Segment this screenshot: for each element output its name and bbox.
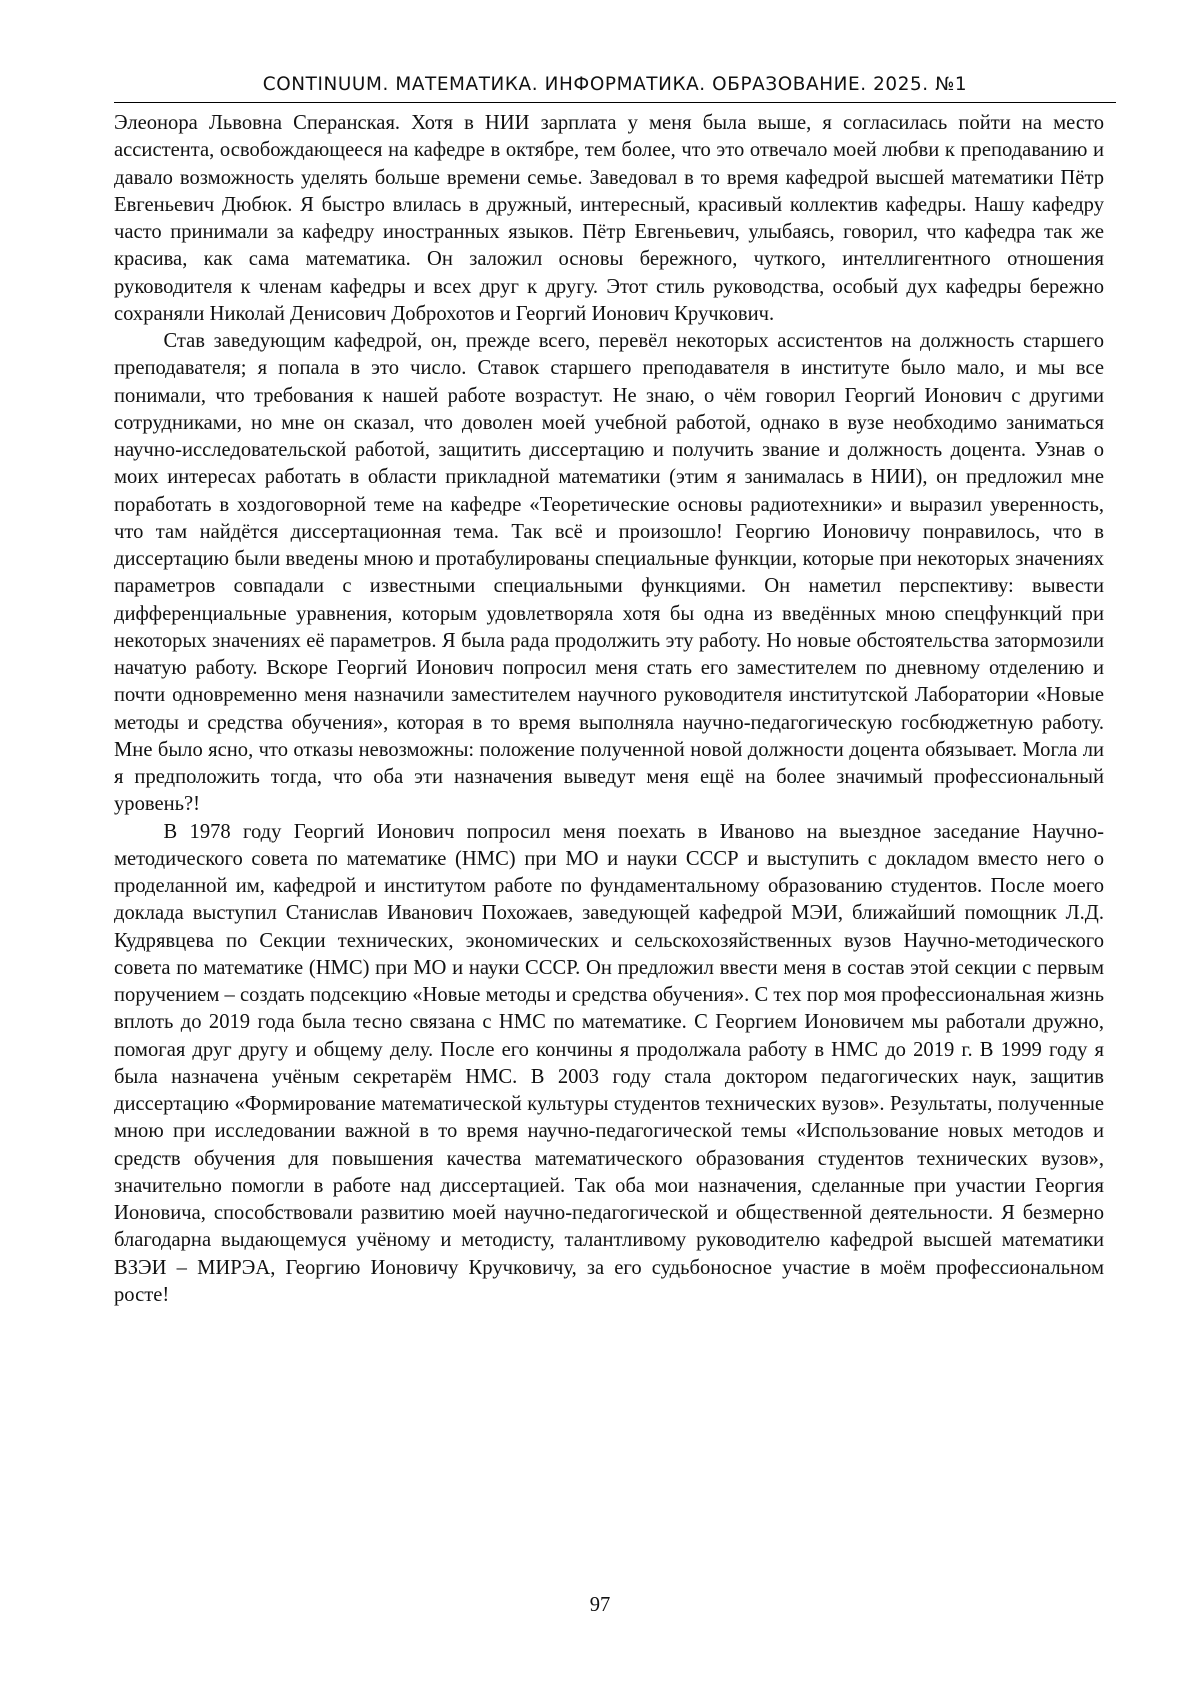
paragraph: В 1978 году Георгий Ионович попросил меня поехать в Иваново на выездное заседание Научно-методического совета по математике (НМС) при МО и науки СССР и выступить с докладом вместо него о проделанной им, кафедрой и институтом работе по фундаментальному образованию студентов. После моего доклада выступил Станислав Иванович Похожаев, заведующей кафедрой МЭИ, ближайший помощник Л.Д. Кудрявцева по Секции технических, экономических и сельскохозяйственных вузов Научно-методического совета по математике (НМС) при МО и науки СССР. Он предложил ввести меня в состав этой секции с первым поручением – создать подсекцию «Новые методы и средства обучения». С тех пор моя профессиональная жизнь вплоть до 2019 года была тесно связана с НМС по математике. С Георгием Ионовичем мы работали дружно, помогая друг другу и общему делу. После его кончины я продолжала работу в НМС до 2019 г. В 1999 году я была назначена учёным секретарём НМС. В 2003 году стала доктором педагогических наук, защитив диссертацию «Формирование математической культуры студентов технических вузов». Результаты, полученные мною при исследовании важной в то время научно-педагогической темы «Использование новых методов и средств обучения для повышения качества математического образования студентов технических вузов», значительно помогли в работе над диссертацией. Так оба мои назначения, сделанные при участии Георгия Ионовича, способствовали развитию моей научно-педагогической и общественной деятельности. Я безмерно благодарна выдающемуся учёному и методисту, талантливому руководителю кафедрой высшей математики ВЗЭИ – МИРЭА, Георгию Ионовичу Кручковичу, за его судьбоносное участие в моём профессиональном росте!	[114, 819, 1104, 1310]
paragraph: Став заведующим кафедрой, он, прежде всего, перевёл некоторых ассистентов на должность старшего преподавателя; я попала в это число. Ставок старшего преподавателя в институте было мало, и мы все понимали, что требования к нашей работе возрастут. Не знаю, о чём говорил Георгий Ионович с другими сотрудниками, но мне он сказал, что доволен моей учебной работой, однако в вузе необходимо заниматься научно-исследовательской работой, защитить диссертацию и получить звание и должность доцента. Узнав о моих интересах работать в области прикладной математики (этим я занималась в НИИ), он предложил мне поработать в хоздоговорной теме на кафедре «Теоретические основы радиотехники» и выразил уверенность, что там найдётся диссертационная тема. Так всё и произошло! Георгию Ионовичу понравилось, что в диссертацию были введены мною и протабулированы специальные функции, которые при некоторых значениях параметров совпадали с известными специальными функциями. Он наметил перспективу: вывести дифференциальные уравнения, которым удовлетворяла хотя бы одна из введённых мною спецфункций при некоторых значениях её параметров. Я была рада продолжить эту работу. Но новые обстоятельства затормозили начатую работу. Вскоре Георгий Ионович попросил меня стать его заместителем по дневному отделению и почти одновременно меня назначили заместителем научного руководителя институтской Лаборатории «Новые методы и средства обучения», которая в то время выполняла научно-педагогическую госбюджетную работу. Мне было ясно, что отказы невозможны: положение полученной новой должности доцента обязывает. Могла ли я предположить тогда, что оба эти назначения выведут меня ещё на более значимый профессиональный уровень?!	[114, 328, 1104, 819]
paragraph-continuation: Элеонора Львовна Сперанская. Хотя в НИИ зарплата у меня была выше, я согласилась пойти на место ассистента, освобождающееся на кафедре в октябре, тем более, что это отвечало моей любви к преподаванию и давало возможность уделять больше времени семье. Заведовал в то время кафедрой высшей математики Пётр Евгеньевич Дюбюк. Я быстро влилась в дружный, интересный, красивый коллектив кафедры. Нашу кафедру часто принимали за кафедру иностранных языков. Пётр Евгеньевич, улыбаясь, говорил, что кафедра так же красива, как сама математика. Он заложил основы бережного, чуткого, интеллигентного отношения руководителя к членам кафедры и всех друг к другу. Этот стиль руководства, особый дух кафедры бережно сохраняли Николай Денисович Доброхотов и Георгий Ионович Кручкович.	[114, 110, 1104, 328]
journal-title: CONTINUUM. МАТЕМАТИКА. ИНФОРМАТИКА. ОБРАЗОВАНИЕ. 2025. №1	[263, 74, 967, 95]
article-body	[114, 110, 1104, 1309]
page-number: 97	[0, 1594, 1200, 1617]
running-header	[114, 68, 1116, 103]
